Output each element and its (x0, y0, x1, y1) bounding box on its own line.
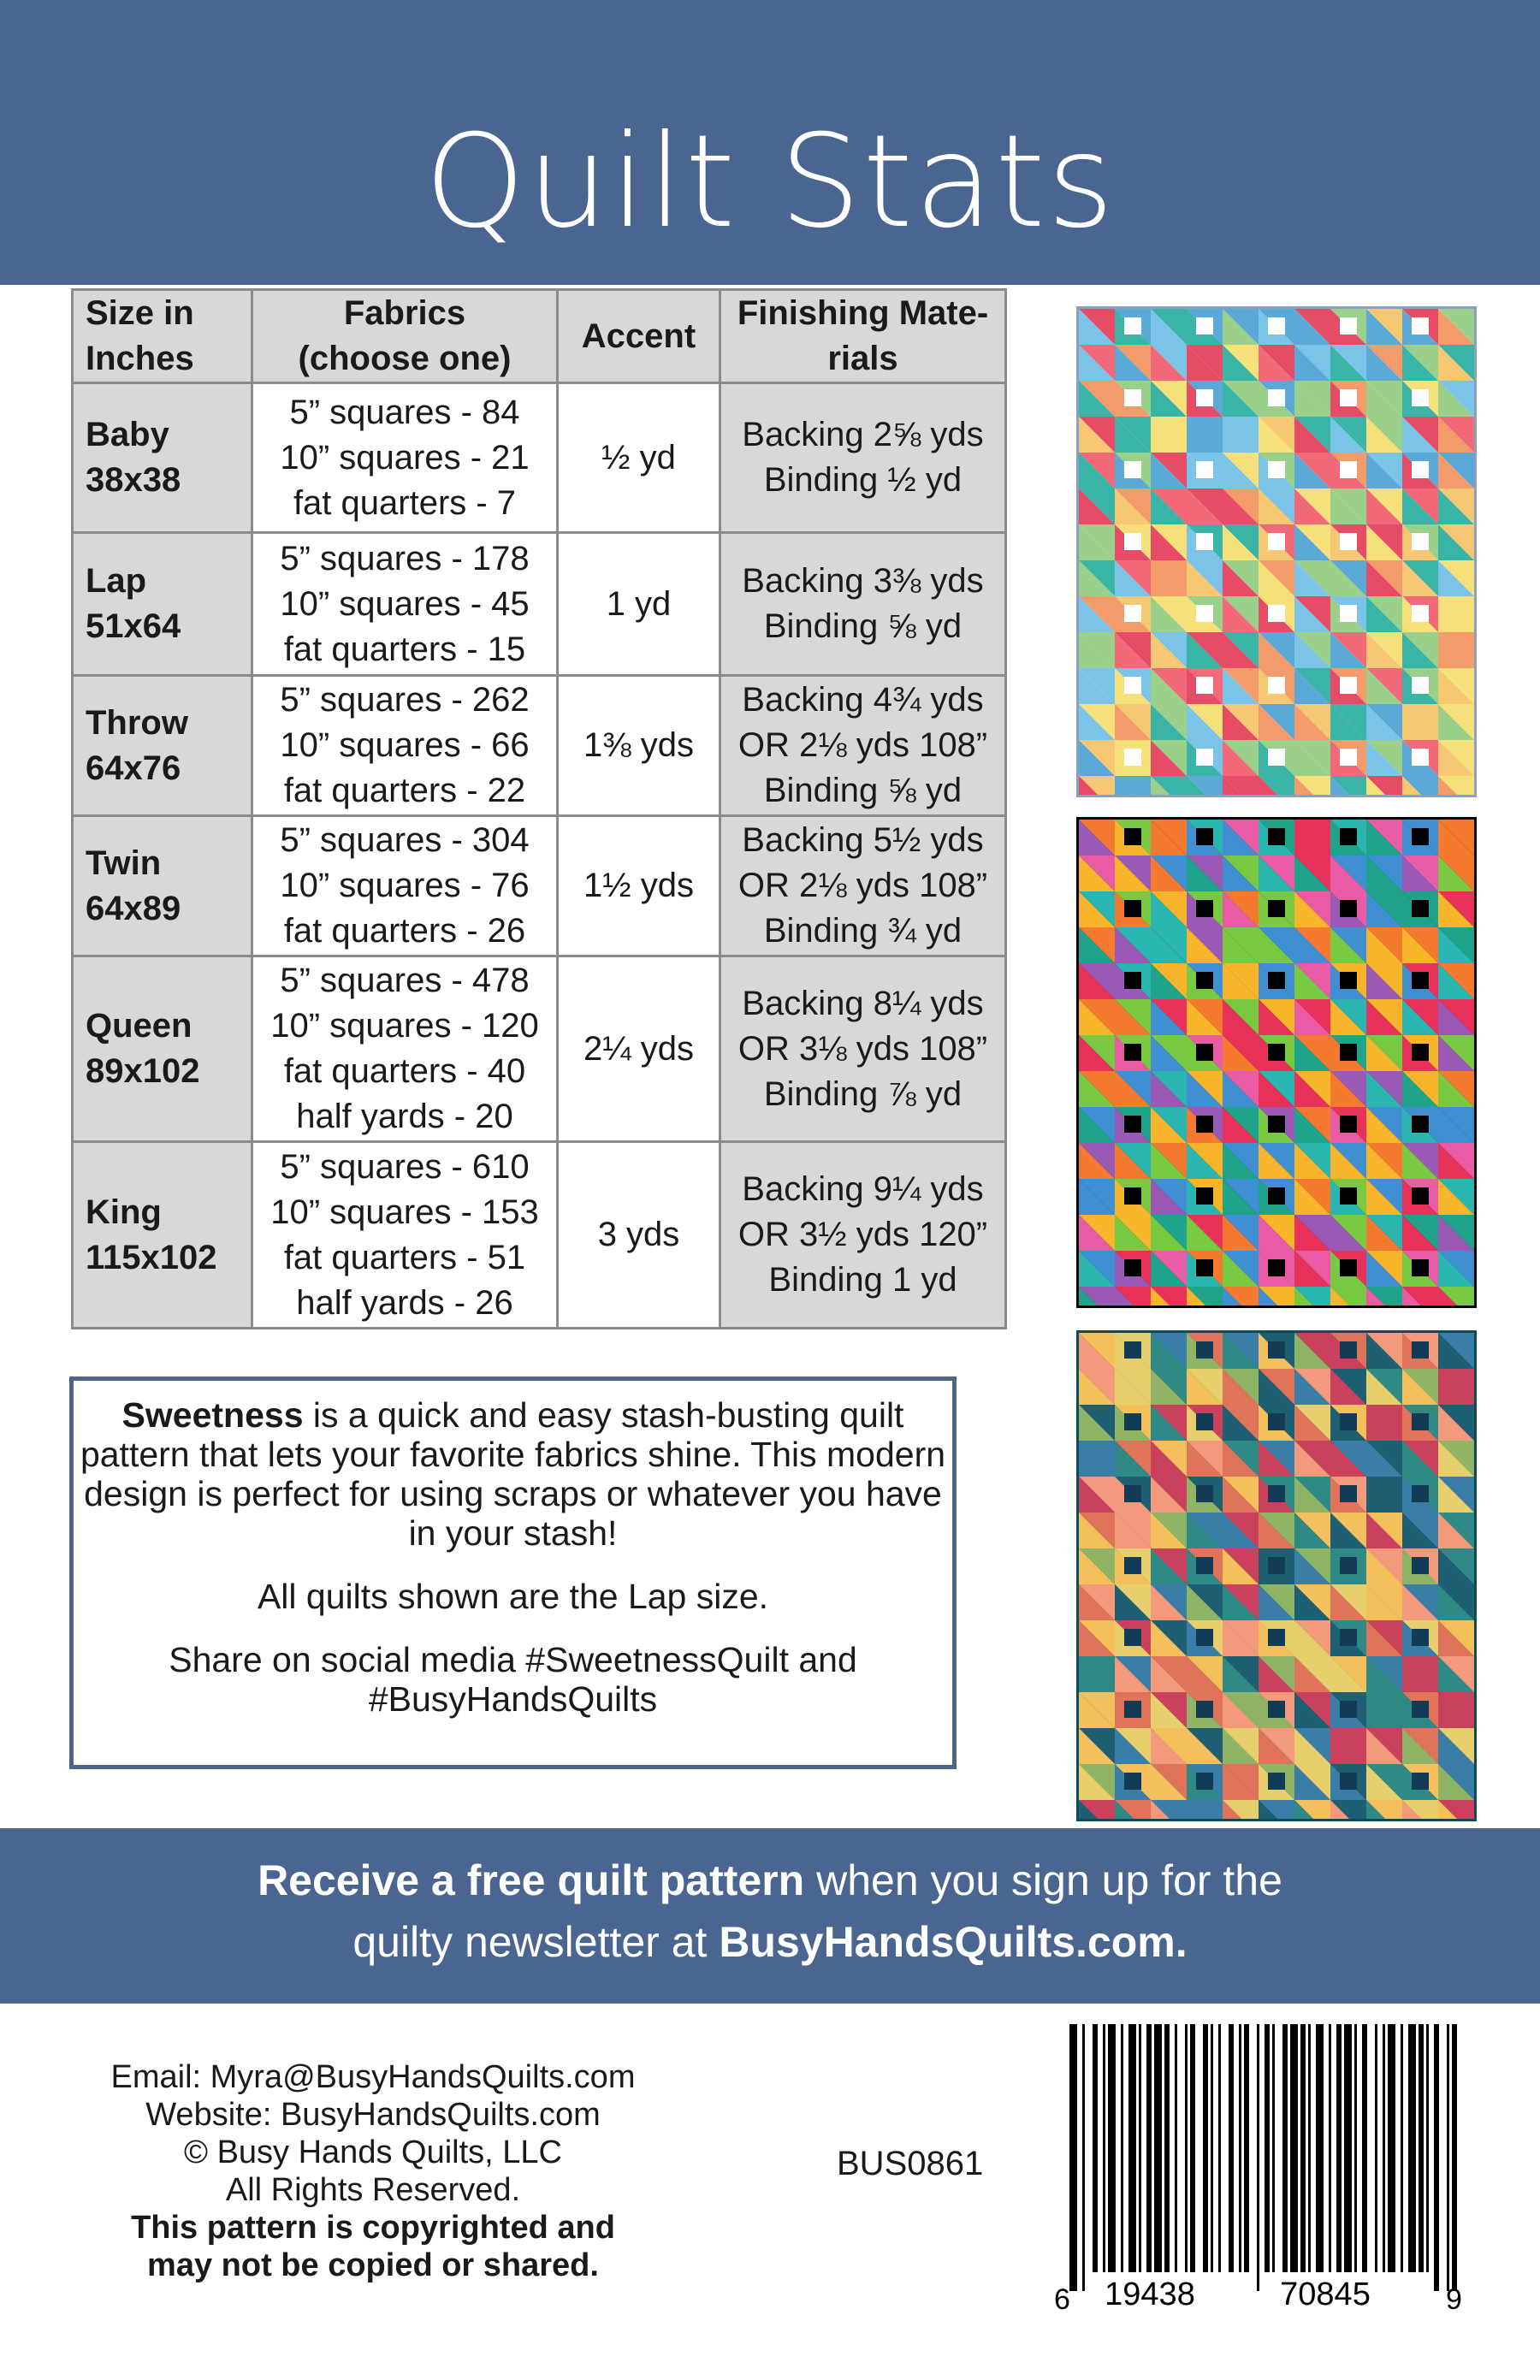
accent-cell: 3 yds (558, 1142, 720, 1329)
barcode-bar (1426, 2024, 1429, 2272)
social-note: Share on social media #SweetnessQuilt and #BusyHandsQuilts (169, 1640, 857, 1719)
copyright-notice: may not be copied or shared. (147, 2247, 599, 2283)
barcode-bar (1452, 2024, 1457, 2291)
barcode-bar (1185, 2024, 1188, 2272)
barcode-bar (1272, 2024, 1275, 2272)
newsletter-promo: Receive a free quilt pattern when you sign up for the quilty newsletter at BusyHandsQuilts.com. (258, 1856, 1282, 1966)
barcode-bar (1329, 2024, 1331, 2272)
quilt-jewel-illustration (1079, 1333, 1474, 1819)
fabrics-header: Fabrics (choose one) (252, 290, 558, 383)
barcode-bar (1190, 2024, 1195, 2272)
description-paragraph: Sweetness is a quick and easy stash-busting quilt pattern that lets your favorite fabrics shine. This modern design is perfect for using scraps or whatever you have in your stash! (80, 1395, 946, 1553)
barcode-bar (1434, 2024, 1439, 2291)
barcode-bar (1388, 2024, 1395, 2272)
fabrics-cell: 5” squares - 478 10” squares - 120 fat quarters - 40 half yards - 20 (252, 956, 558, 1142)
copyright: © Busy Hands Quilts, LLC (184, 2134, 562, 2170)
accent-cell: 2¼ yds (558, 956, 720, 1142)
barcode-bar (1282, 2024, 1288, 2272)
finishing-cell: Backing 8¼ yds OR 3⅛ yds 108” Binding ⅞ yd (720, 956, 1006, 1142)
size-cell: Twin 64x89 (73, 816, 252, 956)
barcode-bar (1401, 2024, 1403, 2272)
website-link[interactable]: BusyHandsQuilts.com. (719, 1918, 1188, 1966)
quilt-pastel-illustration (1079, 309, 1474, 795)
barcode-bar (1218, 2024, 1221, 2272)
fabrics-cell: 5” squares - 610 10” squares - 153 fat quarters - 51 half yards - 26 (252, 1142, 558, 1329)
barcode-bar (1336, 2024, 1342, 2272)
page-title: Quilt Stats (424, 108, 1116, 257)
barcode-digit: 6 (1054, 2283, 1070, 2315)
finishing-cell: Backing 2⅝ yds Binding ½ yd (720, 383, 1006, 533)
size-note: All quilts shown are the Lap size. (257, 1577, 769, 1616)
table-row (73, 956, 1006, 1142)
pattern-name: Sweetness (121, 1395, 304, 1435)
barcode-bar (1139, 2024, 1141, 2272)
email[interactable]: Email: Myra@BusyHandsQuilts.com (110, 2059, 636, 2095)
finishing-cell: Backing 3⅜ yds Binding ⅝ yd (720, 533, 1006, 676)
rights-reserved: All Rights Reserved. (225, 2172, 521, 2208)
table-row (73, 676, 1006, 816)
fabrics-cell: 5” squares - 304 10” squares - 76 fat quarters - 26 (252, 816, 558, 956)
accent-cell: 1 yd (558, 533, 720, 676)
barcode-bar (1354, 2024, 1357, 2272)
barcode-bar (1383, 2024, 1385, 2272)
size-header: Size in Inches (73, 290, 252, 383)
size-cell: Baby 38x38 (73, 383, 252, 533)
barcode-bar (1265, 2024, 1270, 2272)
table-header-row (73, 290, 1006, 383)
barcode-bar (1408, 2024, 1416, 2272)
quilt-bright-illustration (1079, 820, 1474, 1305)
finishing-cell: Backing 4¾ yds OR 2⅛ yds 108” Binding ⅝ yd (720, 676, 1006, 816)
barcode-bar (1175, 2024, 1177, 2272)
fabrics-cell: 5” squares - 178 10” squares - 45 fat quarters - 15 (252, 533, 558, 676)
barcode-bar (1229, 2024, 1234, 2272)
copyright-notice: This pattern is copyrighted and (131, 2210, 615, 2246)
barcode-bar (1128, 2024, 1136, 2272)
barcode-bar (1300, 2024, 1306, 2272)
accent-cell: ½ yd (558, 383, 720, 533)
barcode-bar (1316, 2024, 1324, 2272)
barcode-bar (1069, 2024, 1077, 2291)
barcode-bar (1121, 2024, 1123, 2272)
barcode-bar (1239, 2024, 1241, 2272)
barcode-bar (1308, 2024, 1311, 2272)
table-row (73, 1142, 1006, 1329)
website[interactable]: Website: BusyHandsQuilts.com (145, 2097, 601, 2133)
finishing-cell: Backing 5½ yds OR 2⅛ yds 108” Binding ¾ yd (720, 816, 1006, 956)
barcode-bar (1419, 2024, 1424, 2272)
product-sku: BUS0861 (837, 2145, 984, 2182)
barcode-bar (1362, 2024, 1367, 2272)
table-row (73, 533, 1006, 676)
size-cell: King 115x102 (73, 1142, 252, 1329)
barcode-bar (1211, 2024, 1213, 2272)
accent-cell: 1⅜ yds (558, 676, 720, 816)
barcode-bar (1447, 2024, 1449, 2291)
barcode-bar (1203, 2024, 1208, 2272)
size-cell: Queen 89x102 (73, 956, 252, 1142)
barcode-bars (1069, 2024, 1457, 2291)
quilt-image-bright (1076, 817, 1477, 1308)
barcode-digit: 19438 (1105, 2276, 1195, 2312)
barcode-bar (1257, 2024, 1259, 2291)
barcode-bar (1375, 2024, 1377, 2272)
barcode-bar (1164, 2024, 1170, 2272)
finishing-header: Finishing Mate- rials (720, 290, 1006, 383)
barcode-bar (1082, 2024, 1085, 2291)
barcode-bar (1244, 2024, 1249, 2272)
barcode-bar (1103, 2024, 1105, 2272)
table-row (73, 383, 1006, 533)
barcode-bar (1290, 2024, 1298, 2272)
barcode-bar (1154, 2024, 1162, 2272)
fabrics-cell: 5” squares - 262 10” squares - 66 fat quarters - 22 (252, 676, 558, 816)
quilt-image-jewel (1076, 1330, 1477, 1821)
description-box (69, 1376, 957, 1769)
quilt-stats-table (71, 288, 1007, 1329)
barcode-bar (1146, 2024, 1152, 2272)
fabrics-cell: 5” squares - 84 10” squares - 21 fat quarters - 7 (252, 383, 558, 533)
barcode-digit: 70845 (1280, 2276, 1371, 2312)
size-cell: Throw 64x76 (73, 676, 252, 816)
accent-header: Accent (558, 290, 720, 383)
size-cell: Lap 51x64 (73, 533, 252, 676)
barcode (1049, 2024, 1468, 2315)
barcode-bar (1108, 2024, 1116, 2272)
barcode-bar (1093, 2024, 1098, 2272)
quilt-image-pastel (1076, 306, 1477, 797)
barcode-bar (1344, 2024, 1352, 2272)
table-row (73, 816, 1006, 956)
finishing-cell: Backing 9¼ yds OR 3½ yds 120” Binding 1 yd (720, 1142, 1006, 1329)
barcode-digit: 9 (1446, 2283, 1462, 2315)
contact-info (74, 2058, 672, 2284)
accent-cell: 1½ yds (558, 816, 720, 956)
